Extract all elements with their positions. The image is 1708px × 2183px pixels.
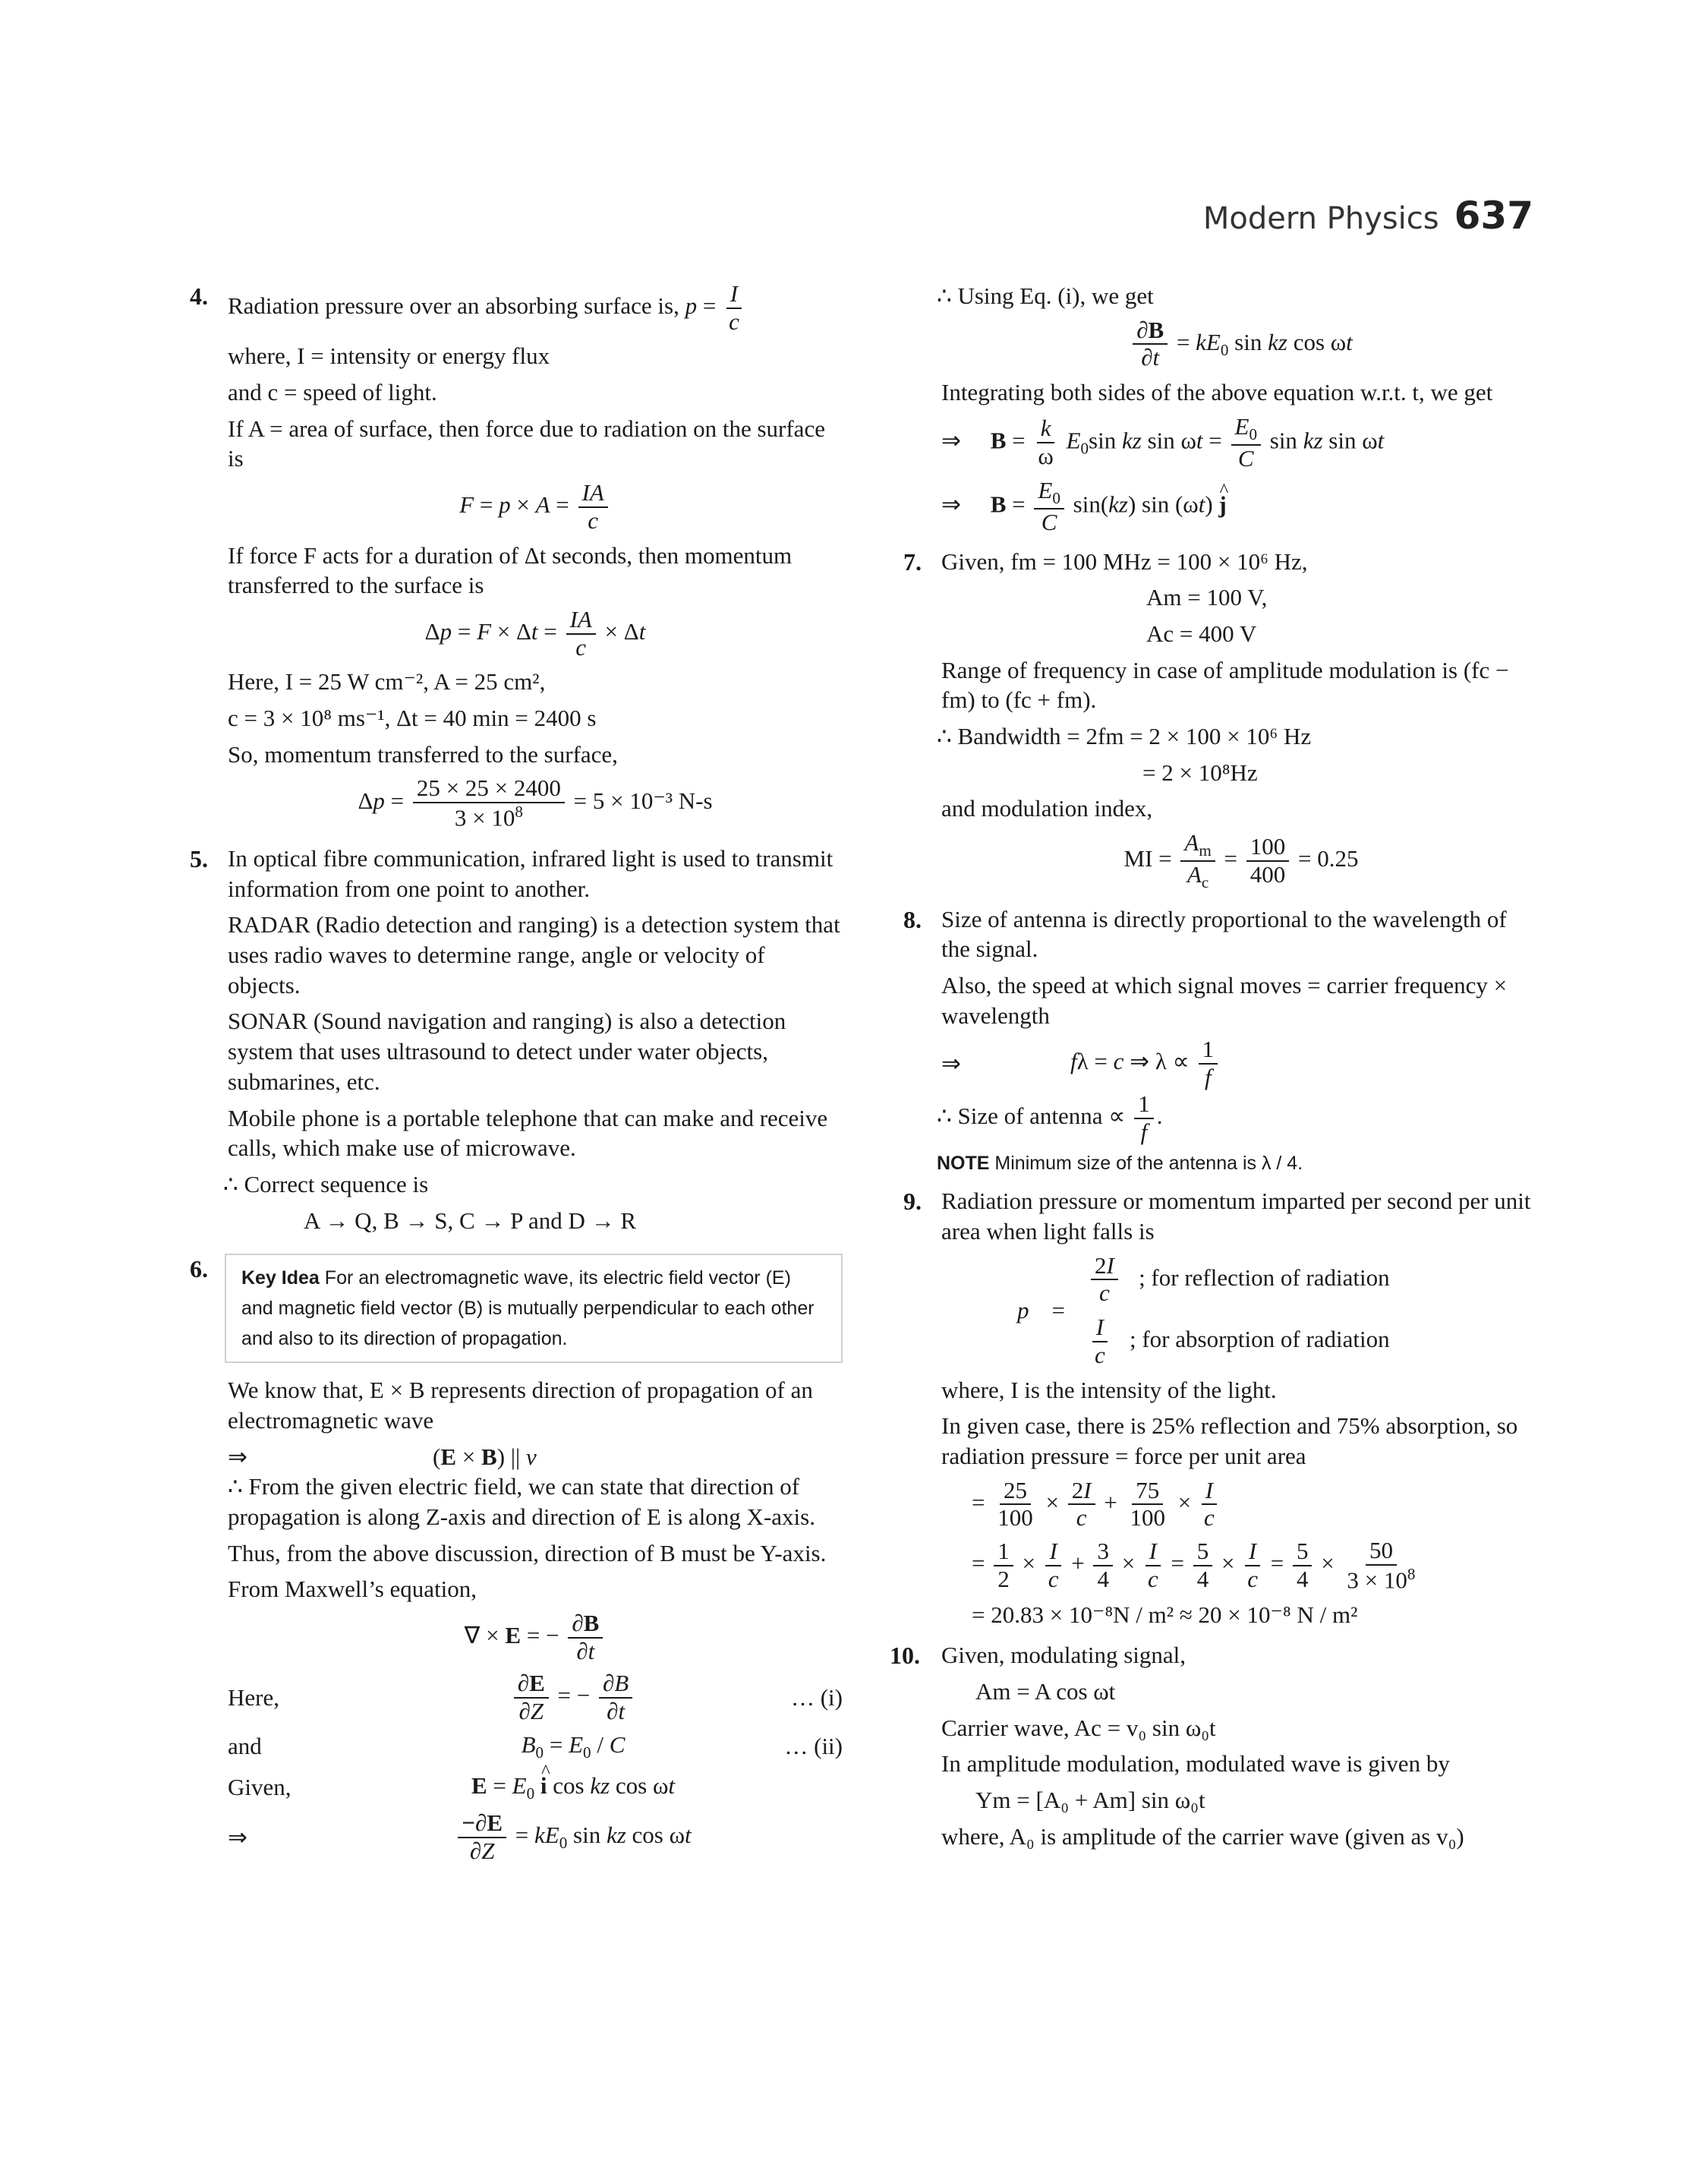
equation-result: = 20.83 × 10⁻⁸N / m² ≈ 20 × 10⁻⁸ N / m² xyxy=(972,1601,1358,1628)
text-line: Range of frequency in case of amplitude modulation is (fc − fm) to (fc + fm). xyxy=(941,656,1509,714)
solution-9 xyxy=(896,1186,1541,1629)
text-line: If force F acts for a duration of Δt seconds, then momentum transferred to the surface is xyxy=(228,541,793,599)
text-line: Ym = [A₀ + Am] sin ω₀t xyxy=(975,1787,1205,1814)
equation-result: Δp = $\frac{25 \times 25 \times 2400}{3 \times 10^8}$ = 5 × 10⁻³ N-s xyxy=(358,774,713,831)
page-number: 637 xyxy=(1454,194,1533,238)
conclusion: ∴ Correct sequence is xyxy=(223,1170,429,1197)
solution-5 xyxy=(182,844,843,1235)
solution-number: 4. xyxy=(190,282,208,310)
solution-number: 7. xyxy=(903,547,922,576)
solution-7 xyxy=(896,547,1541,892)
note xyxy=(937,1151,1541,1175)
solution-6 xyxy=(182,1254,843,1864)
text-line: From Maxwell’s equation, xyxy=(228,1576,477,1603)
page-header xyxy=(1139,191,1533,240)
section-title: Modern Physics xyxy=(1202,201,1439,236)
text-line: Carrier wave, Ac = v₀ sin ω₀t xyxy=(941,1714,1216,1741)
equation-mi: MI = $\frac{A_m}{A_c}$ = $\frac{100}{400}$ = 0.25 xyxy=(1123,829,1359,892)
equation-dbdt: $\frac{\partial B}{\partial t}$ = $kE_0$ sin kz cos ωt xyxy=(941,317,1541,371)
key-idea-title: Key Idea xyxy=(241,1267,320,1289)
text-line: ∴ Bandwidth = 2fm = 2 × 100 × 10⁶ Hz xyxy=(937,723,1312,750)
equation-i: Here, $\frac{\partial E}{\partial Z}$ = − $\frac{\partial B}{\partial t}$ … (i) xyxy=(228,1670,843,1725)
text-line: where, A₀ is amplitude of the carrier wave (given as v₀) xyxy=(941,1822,1464,1850)
solution-number: 10. xyxy=(890,1642,920,1670)
implies-row: ⇒ (E × B) || v xyxy=(228,1443,537,1470)
text-line: Radiation pressure or momentum imparted per second per unit area when light falls is xyxy=(941,1188,1531,1244)
text-line: Also, the speed at which signal moves = carrier frequency × wavelength xyxy=(941,972,1508,1029)
text-line: where, I = intensity or energy flux xyxy=(228,342,550,370)
text-line: If A = area of surface, then force due to radiation on the surface is xyxy=(228,415,825,472)
text-line: Given, fm = 100 MHz = 100 × 10⁶ Hz, xyxy=(941,547,1308,575)
solution-number: 6. xyxy=(190,1255,208,1283)
text-line: Size of antenna is directly proportional to the wavelength of the signal. xyxy=(941,905,1507,963)
text-line: where, I is the intensity of the light. xyxy=(941,1376,1277,1403)
maxwell-equation: ∇ × E = − $\frac{\partial B}{\partial t}$ xyxy=(228,1610,843,1664)
solution-8 xyxy=(896,904,1541,1176)
left-column xyxy=(182,281,843,1865)
text-line: Radiation pressure over an absorbing surface is, p = $\frac{I}{c}$ xyxy=(228,281,843,335)
key-idea-box xyxy=(225,1254,843,1363)
text-line: and c = speed of light. xyxy=(228,379,437,406)
text-line: ∴ From the given electric field, we can state that direction of propagation is along Z-axis and direction of E is along X-axis. xyxy=(228,1473,815,1530)
solution-6-continued xyxy=(896,281,1541,536)
wave-relation: ⇒ fλ = c ⇒ λ ∝ $\frac{1}{f}$ xyxy=(941,1036,1541,1090)
text-line: We know that, E × B represents direction of propagation of an electromagnetic wave xyxy=(228,1377,813,1434)
solution-number: 8. xyxy=(903,905,922,933)
paragraph: Mobile phone is a portable telephone that can make and receive calls, which make use of microwave. xyxy=(228,1104,828,1162)
paragraph: In optical fibre communication, infrared light is used to transmit information from one point to another. xyxy=(228,845,834,902)
key-idea-text: For an electromagnetic wave, its electric field vector (E) and magnetic field vector (B) is mutually perpendicular to each other and also to its direction of propagation. xyxy=(241,1267,815,1350)
derived-field: ⇒ $\frac{-\partial E}{\partial Z}$ = $kE_0$ sin kz cos ωt xyxy=(228,1809,692,1864)
equation-step1: = $\frac{25}{100}$ × $\frac{2I}{c}$ + $\frac{75}{100}$ × $\frac{I}{c}$ xyxy=(972,1478,1541,1532)
right-column xyxy=(890,281,1541,1857)
solution-number: 9. xyxy=(903,1188,922,1216)
text-line: Am = 100 V, xyxy=(1146,584,1268,611)
text-line: ∴ Using Eq. (i), we get xyxy=(937,282,1154,309)
paragraph: SONAR (Sound navigation and ranging) is also a detection system that uses ultrasound to detect under water objects, submarines, etc. xyxy=(228,1008,786,1095)
text-line: Thus, from the above discussion, direction of B must be Y-axis. xyxy=(228,1539,827,1566)
text-line: c = 3 × 10⁸ ms⁻¹, Δt = 40 min = 2400 s xyxy=(228,705,597,732)
solution-number: 5. xyxy=(190,845,208,873)
equation-momentum: Δp = F × Δt = $\frac{IA}{c}$ × Δt xyxy=(424,605,646,661)
equation-step2: = $\frac{1}{2}$ × $\frac{I}{c}$ + $\frac{3}{4}$ × $\frac{I}{c}$ = $\frac{5}{4}$ × $\frac{I}{c}$ = $\frac{5}{4}$ × $\frac{50}{3 \times 10^8}$ xyxy=(972,1536,1416,1593)
text-line: = 2 × 10⁸Hz xyxy=(1142,759,1258,786)
solution-4 xyxy=(182,281,843,831)
text-line: Integrating both sides of the above equation w.r.t. t, we get xyxy=(941,379,1493,406)
text-line: Ac = 400 V xyxy=(1146,620,1257,648)
equation-b1: ⇒ B = $\frac{k}{\omega}$ $E_0\sin$ kz sin ωt = $\frac{E_0}{C}$ sin kz sin ωt xyxy=(941,412,1385,472)
solution-10 xyxy=(890,1640,1541,1851)
paragraph: RADAR (Radio detection and ranging) is a detection system that uses radio waves to determine range, angle or velocity of objects. xyxy=(228,911,840,998)
equation-b2: ⇒ B = $\frac{E_0}{C}$ sin(kz) sin (ωt) ^ j xyxy=(941,478,1541,536)
text-line: In amplitude modulation, modulated wave is given by xyxy=(941,1750,1450,1778)
text-line: Am = A cos ωt xyxy=(975,1678,1116,1705)
text-line: and modulation index, xyxy=(941,795,1153,822)
text-line: Here, I = 25 W cm⁻², A = 25 cm², xyxy=(228,668,546,696)
text-line: In given case, there is 25% reflection and 75% absorption, so radiation pressure = force per unit area xyxy=(941,1412,1518,1469)
text-line: Given, modulating signal, xyxy=(941,1642,1186,1669)
equation-force: F = p × A = $\frac{IA}{c}$ xyxy=(228,480,843,534)
equation-ii: and $B_0 = E_0 / C$ … (ii) xyxy=(228,1730,843,1762)
given-field: Given, $E = E_0$ ^ i cos kz cos ωt xyxy=(228,1771,843,1804)
note-text: Minimum size of the antenna is λ / 4. xyxy=(994,1153,1303,1175)
text-line: ∴ Size of antenna ∝ $\frac{1}{f}$ . xyxy=(937,1090,1163,1145)
pressure-cases: p = $\frac{2I}{c}$ ; for reflection of radiation $\frac{I}{c}$ ; for absorption of radiation xyxy=(1017,1251,1390,1368)
sequence: A → Q, B → S, C → P and D → R xyxy=(304,1207,637,1234)
note-title: NOTE xyxy=(937,1153,990,1175)
text-line: So, momentum transferred to the surface, xyxy=(228,740,618,768)
